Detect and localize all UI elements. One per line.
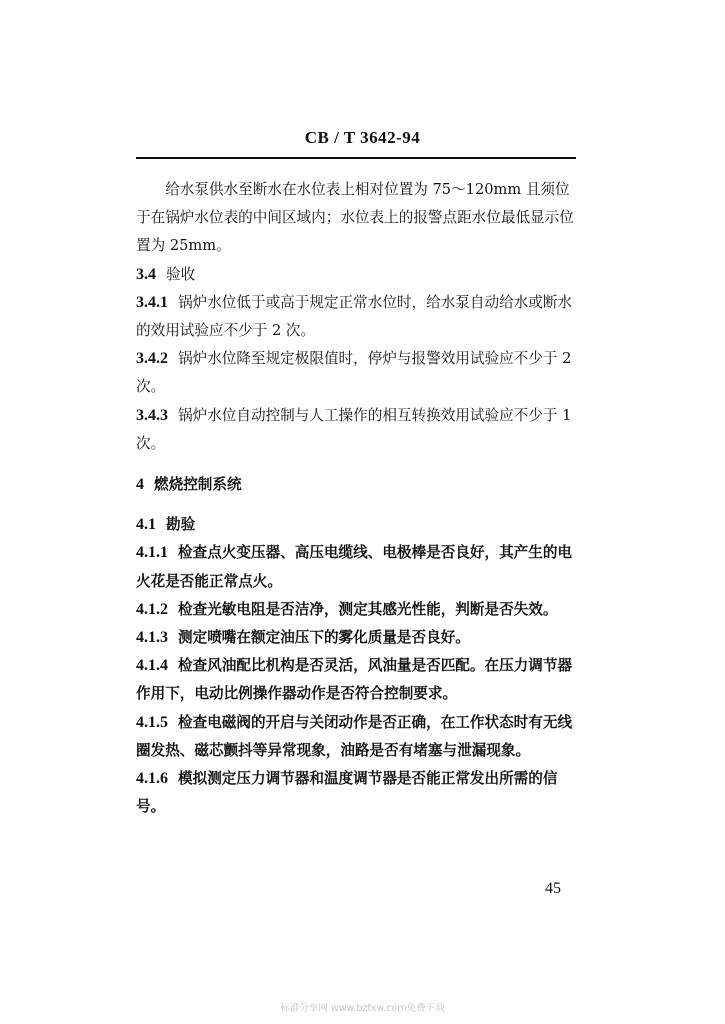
section-title: 勘验 (166, 516, 196, 534)
section-4-1-heading (136, 511, 580, 539)
clause-3-4-2 (136, 345, 580, 401)
chapter-4-heading (136, 471, 580, 499)
clause-number: 4.1.6 (136, 770, 168, 788)
clause-number: 3.4.1 (136, 293, 168, 311)
header-divider (136, 157, 576, 159)
clause-number: 4.1.2 (136, 600, 168, 618)
page-number: 45 (545, 880, 561, 897)
clause-text: 检查电磁阀的开启与关闭动作是否正确，在工作状态时有无线圈发热、磁芯颤抖等异常现象，油路是否有堵塞与泄漏现象。 (136, 713, 573, 759)
clause-text: 锅炉水位低于或高于规定正常水位时，给水泵自动给水或断水的效用试验应不少于 2 次。 (136, 293, 573, 340)
clause-4-1-3 (136, 624, 580, 652)
clause-4-1-4 (136, 652, 580, 708)
chapter-number: 4 (136, 476, 144, 494)
clause-3-4-1 (136, 289, 580, 345)
clause-4-1-2 (136, 596, 580, 624)
clause-3-4-3 (136, 402, 580, 458)
clause-text: 检查风油配比机构是否灵活，风油量是否匹配。在压力调节器作用下，电动比例操作器动作是否符合控制要求。 (136, 657, 573, 703)
clause-4-1-6 (136, 765, 580, 821)
clause-number: 4.1.1 (136, 544, 168, 562)
clause-number: 3.4.3 (136, 406, 168, 424)
clause-number: 4.1.5 (136, 713, 168, 731)
clause-text: 检查点火变压器、高压电缆线、电极棒是否良好，其产生的电火花是否能正常点火。 (136, 544, 573, 590)
clause-text: 模拟测定压力调节器和温度调节器是否能正常发出所需的信号。 (136, 770, 558, 816)
section-title: 验收 (166, 265, 196, 283)
clause-number: 4.1.4 (136, 657, 168, 675)
standard-number-header: CB / T 3642-94 (304, 128, 421, 147)
section-number: 4.1 (136, 516, 156, 534)
clause-4-1-5 (136, 709, 580, 765)
watermark-text: 标准分享网 www.bzfxw.com免费下载 (280, 1003, 445, 1014)
clause-text: 测定喷嘴在额定油压下的雾化质量是否良好。 (178, 629, 470, 647)
clause-number: 3.4.2 (136, 350, 168, 368)
section-number: 3.4 (136, 265, 156, 283)
document-body (136, 176, 580, 821)
clause-4-1-1 (136, 539, 580, 595)
section-3-4-heading (136, 261, 580, 289)
clause-text: 检查光敏电阻是否洁净，测定其感光性能，判断是否失效。 (178, 600, 558, 618)
clause-text: 锅炉水位自动控制与人工操作的相互转换效用试验应不少于 1 次。 (136, 406, 572, 452)
clause-number: 4.1.3 (136, 629, 168, 647)
chapter-title: 燃烧控制系统 (154, 476, 242, 494)
paragraph-intro (136, 176, 580, 261)
paragraph-text: 给水泵供水至断水在水位表上相对位置为 75～120mm 且须位于在锅炉水位表的中间区域内；水位表上的报警点距水位最低显示位置为 25mm。 (136, 181, 574, 255)
clause-text: 锅炉水位降至规定极限值时，停炉与报警效用试验应不少于 2 次。 (136, 350, 572, 396)
